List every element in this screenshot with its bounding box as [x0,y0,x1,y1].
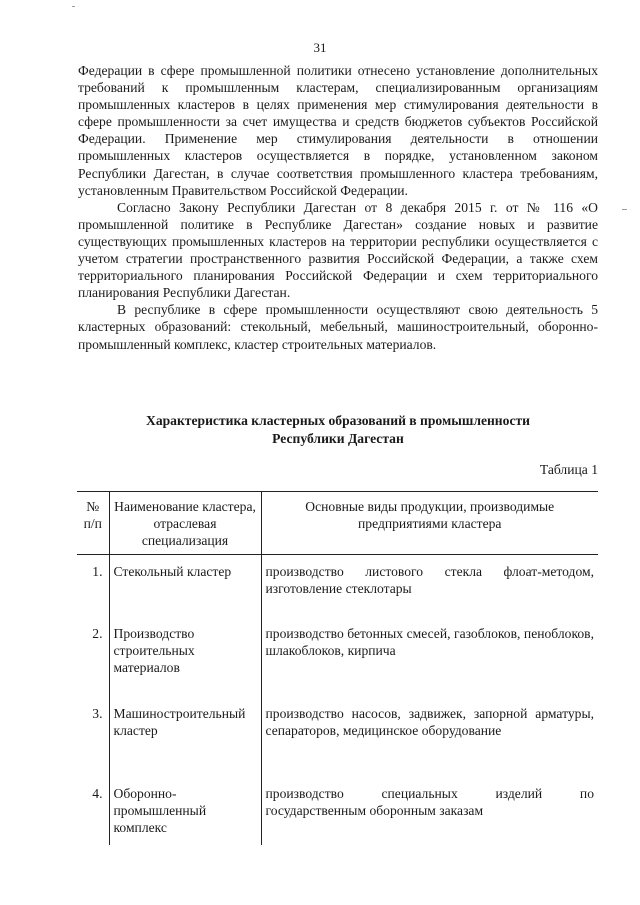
cluster-name: Машиностроительный кластер [109,697,261,777]
row-number: 2. [92,626,103,641]
paragraph: Согласно Закону Республики Дагестан от 8 декабря 2015 г. от № 116 «О промышленной политике в Республике Дагестан» создание новых и развитие существующих промышленных кластеров на территории республики осуществляется с учетом стратегии пространственного развития Российской Федерации, а также схем территориального планирования Российской Федерации и схем территориального планирования Республики Дагестан. [78,199,598,301]
table-row [77,777,598,845]
table-label: Таблица 1 [539,462,598,477]
scan-mark [72,6,75,7]
paragraph: Федерации в сфере промышленной политики отнесено установление дополнительных требований к промышленным кластерам, специализированным организациям промышленных кластеров в целях применения мер стимулирования деятельности в сфере промышленности за счет имущества и средств бюджетов субъектов Российской Федерации. Применение мер стимулирования деятельности в отношении промышленных кластеров осуществляется в порядке, установленном законом Республики Дагестан, в случае соответствия промышленного кластера требованиям, установленным Правительством Российской Федерации. [78,63,598,198]
row-number: 1. [92,564,103,579]
section-title [78,412,598,448]
cluster-name: Производство строительных материалов [109,617,261,697]
page-number: 31 [313,40,327,55]
cluster-products: производство листового стекла флоат-методом, изготовление стеклотары [261,555,598,618]
table-row [77,617,598,697]
row-number: 4. [92,786,103,801]
table-row [77,697,598,777]
cluster-products: производство специальных изделий по государственным оборонным заказам [261,777,598,845]
cluster-products: производство насосов, задвижек, запорной арматуры, сепараторов, медицинское оборудование [261,697,598,777]
section-title-line: Характеристика кластерных образований в промышленности [146,413,530,428]
cluster-name: Стекольный кластер [109,555,261,618]
cluster-name: Оборонно-промышленный комплекс [109,777,261,845]
table-row [77,555,598,618]
scan-mark [622,209,627,210]
clusters-table [77,491,598,845]
header-cluster-name: Наименование кластера, отраслевая специализация [109,492,261,555]
body-text [78,62,598,353]
row-number: 3. [92,706,103,721]
header-products: Основные виды продукции, производимые предприятиями кластера [261,492,598,555]
cluster-products: производство бетонных смесей, газоблоков, пеноблоков, шлакоблоков, кирпича [261,617,598,697]
section-title-line: Республики Дагестан [272,431,404,446]
table-header-row [77,492,598,555]
header-number: № п/п [77,492,109,555]
paragraph: В республике в сфере промышленности осуществляют свою деятельность 5 кластерных образований: стекольный, мебельный, машиностроительный, оборонно-промышленный комплекс, кластер строительных материалов. [78,302,598,352]
